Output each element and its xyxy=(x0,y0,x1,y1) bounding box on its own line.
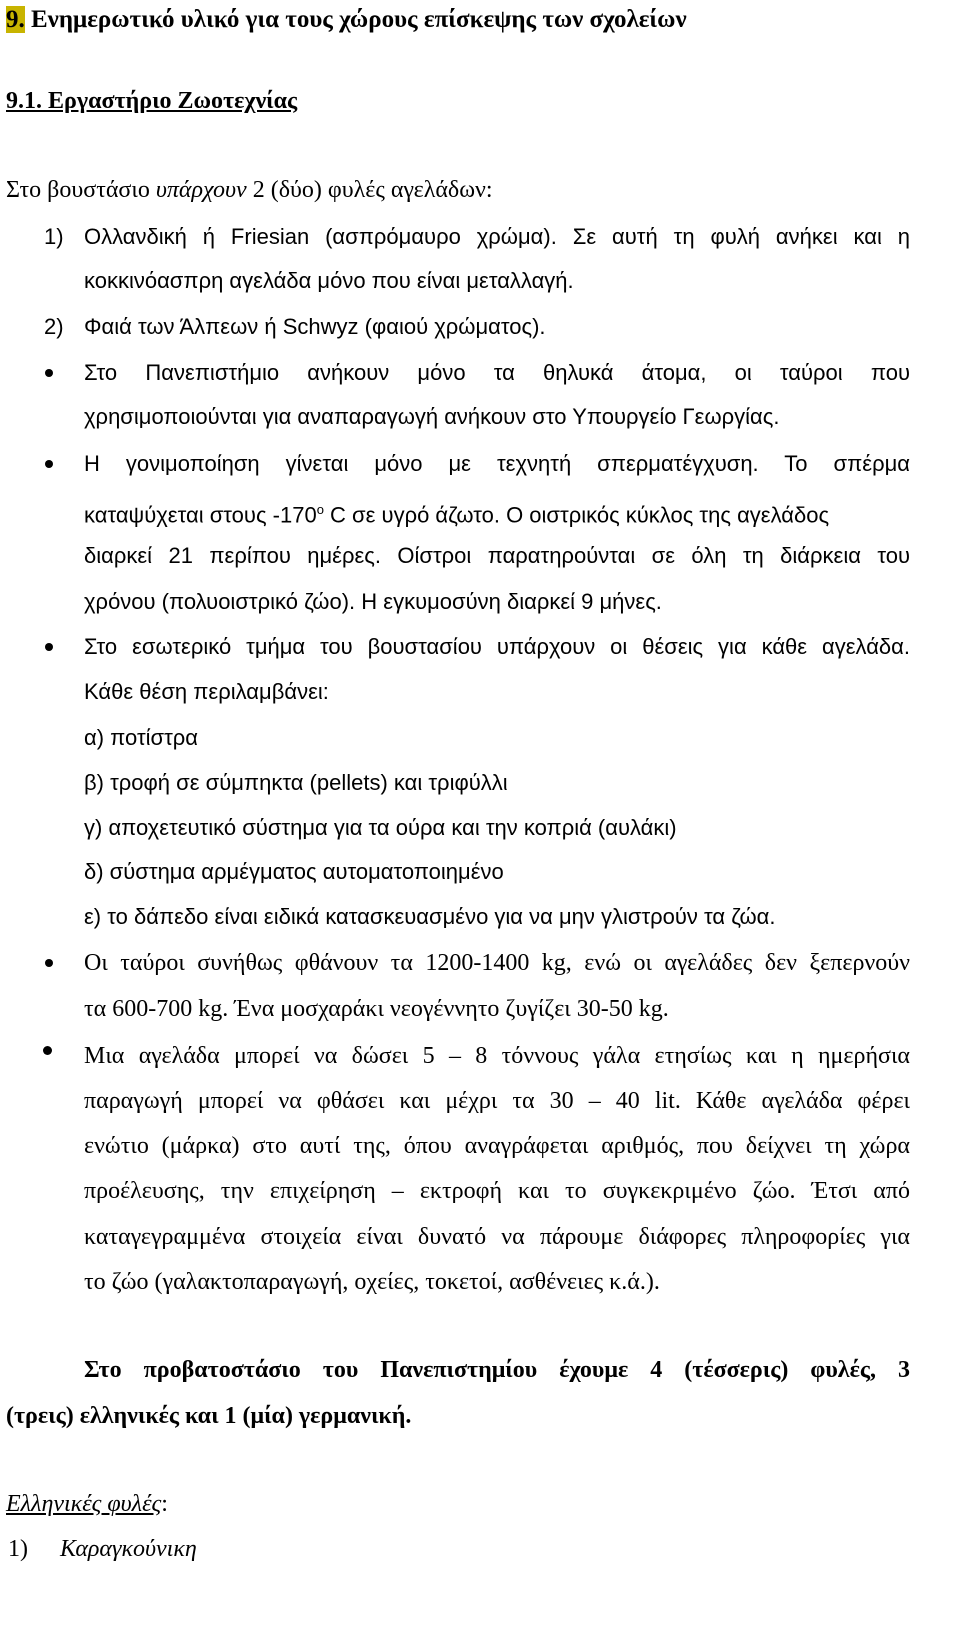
bullet-dot xyxy=(45,460,53,468)
breed-2-number: 2) xyxy=(44,314,64,339)
section-title: Ενημερωτικό υλικό για τους χώρους επίσκεψης των σχολείων xyxy=(24,6,687,33)
bullet-5-line4: προέλευσης, την επιχείρηση – εκτροφή και το συγκεκριμένο ζώο. Έτσι από xyxy=(84,1178,910,1204)
bullet-2-line4: χρόνου (πολυοιστρικό ζώο). Η εγκυμοσύνη διαρκεί 9 μήνες. xyxy=(84,589,662,614)
bullet-dot xyxy=(45,369,53,377)
bullet-5-line6: το ζώο (γαλακτοπαραγωγή, οχείες, τοκετοί, ασθένειες κ.ά.). xyxy=(84,1269,660,1295)
bullet-2-line3: διαρκεί 21 περίπου ημέρες. Οίστροι παρατηρούνται σε όλη τη διάρκεια του xyxy=(84,543,910,568)
intro-italic: υπάρχουν xyxy=(155,177,247,203)
intro-paragraph xyxy=(6,175,493,205)
bullet-2-line2 xyxy=(84,495,910,530)
degree-superscript: o xyxy=(316,502,324,517)
bullet-dot xyxy=(45,643,53,651)
position-item-e: ε) το δάπεδο είναι ειδικά κατασκευασμένο για να μην γλιστρούν τα ζώα. xyxy=(84,904,776,929)
bullet-2-line1: Η γονιμοποίηση γίνεται μόνο με τεχνητή σπερματέγχυση. Το σπέρμα xyxy=(84,451,910,476)
intro-text-2: 2 (δύο) φυλές αγελάδων: xyxy=(246,177,493,203)
greek-breeds-heading xyxy=(6,1489,168,1519)
subsection-heading: 9.1. Εργαστήριο Ζωοτεχνίας xyxy=(6,88,298,114)
sheep-paragraph-line1: Στο προβατοστάσιο του Πανεπιστημίου έχουμε 4 (τέσσερις) φυλές, 3 xyxy=(84,1357,910,1383)
freeze-temp-text-2: C σε υγρό άζωτο. Ο οιστρικός κύκλος της αγελάδος xyxy=(323,502,830,528)
bullet-3-line2: Κάθε θέση περιλαμβάνει: xyxy=(84,679,329,704)
bullet-1-line2: χρησιμοποιούνται για αναπαραγωγή ανήκουν στο Υπουργείο Γεωργίας. xyxy=(84,404,780,429)
breed-1-line2: κοκκινόασπρη αγελάδα μόνο που είναι μεταλλαγή. xyxy=(84,268,574,293)
section-heading xyxy=(6,5,687,35)
bullet-dot xyxy=(45,959,53,967)
position-item-a: α) ποτίστρα xyxy=(84,725,199,750)
breed-1-line1: Ολλανδική ή Friesian (ασπρόμαυρο χρώμα). Σε αυτή τη φυλή ανήκει και η xyxy=(84,224,910,249)
sheep-paragraph-line2: (τρεις) ελληνικές και 1 (μία) γερμανική. xyxy=(6,1403,412,1429)
bullet-dot xyxy=(43,1046,52,1055)
greek-breeds-colon: : xyxy=(161,1491,168,1517)
bullet-3-line1: Στο εσωτερικό τμήμα του βουστασίου υπάρχουν οι θέσεις για κάθε αγελάδα. xyxy=(84,634,910,659)
breed-2-line1: Φαιά των Άλπεων ή Schwyz (φαιού χρώματος). xyxy=(84,314,546,339)
bullet-4-line1: Οι ταύροι συνήθως φθάνουν τα 1200-1400 kg, ενώ οι αγελάδες δεν ξεπερνούν xyxy=(84,950,910,976)
position-item-d: δ) σύστημα αρμέγματος αυτοματοποιημένο xyxy=(84,859,504,884)
freeze-temp-text: καταψύχεται στους -170 xyxy=(84,502,317,528)
greek-breeds-label: Ελληνικές φυλές xyxy=(6,1491,162,1517)
breed-1-number: 1) xyxy=(44,224,64,249)
intro-text-1: Στο βουστάσιο xyxy=(6,177,156,203)
bullet-5-line3: ενώτιο (μάρκα) στο αυτί της, όπου αναγράφεται αριθμός, που δείχνει τη χώρα xyxy=(84,1133,910,1159)
bullet-5-line1: Μια αγελάδα μπορεί να δώσει 5 – 8 τόννους γάλα ετησίως και η ημερήσια xyxy=(84,1043,910,1069)
bullet-5-line2: παραγωγή μπορεί να φθάσει και μέχρι τα 30 – 40 lit. Κάθε αγελάδα φέρει xyxy=(84,1088,910,1114)
position-item-b: β) τροφή σε σύμπηκτα (pellets) και τριφύλλι xyxy=(84,770,508,795)
greek-breed-1-name: Καραγκούνικη xyxy=(60,1536,197,1562)
bullet-4-line2: τα 600-700 kg. Ένα μοσχαράκι νεογέννητο ζυγίζει 30-50 kg. xyxy=(84,996,669,1022)
bullet-1-line1: Στο Πανεπιστήμιο ανήκουν μόνο τα θηλυκά άτομα, οι ταύροι που xyxy=(84,360,910,385)
greek-breed-1-number: 1) xyxy=(8,1536,28,1562)
position-item-c: γ) αποχετευτικό σύστημα για τα ούρα και την κοπριά (αυλάκι) xyxy=(84,815,677,840)
bullet-5-line5: καταγεγραμμένα στοιχεία είναι δυνατό να πάρουμε διάφορες πληροφορίες για xyxy=(84,1224,910,1250)
section-number: 9. xyxy=(6,6,25,33)
